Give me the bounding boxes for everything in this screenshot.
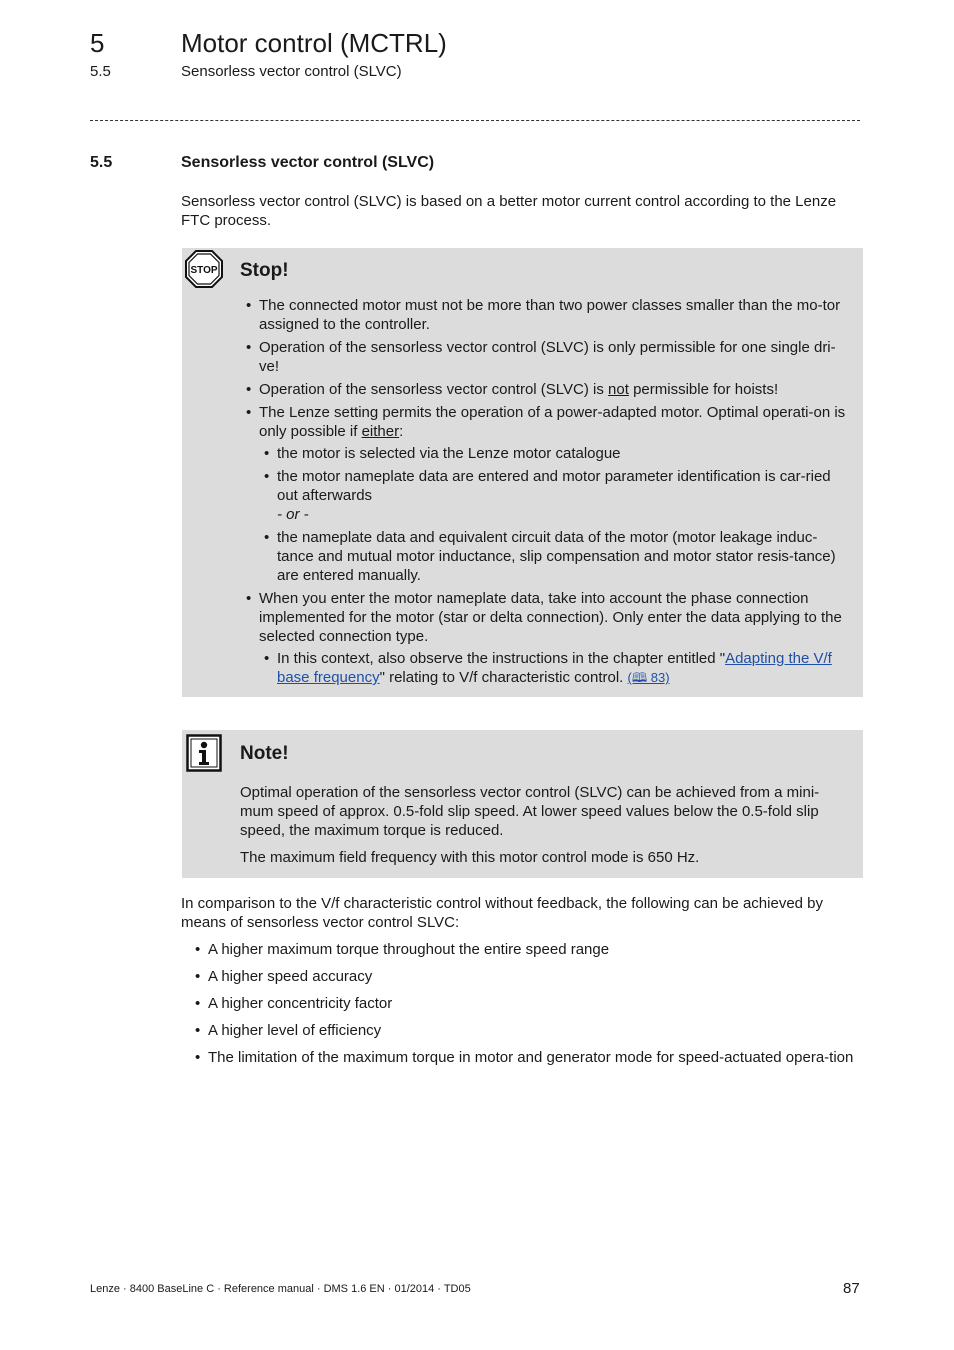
header-section-title: Sensorless vector control (SLVC) — [181, 63, 402, 80]
emphasis-not: not — [608, 381, 629, 398]
stop-heading: Stop! — [240, 260, 289, 281]
list-item: • A higher level of efficiency — [208, 1021, 863, 1040]
stop-box — [182, 248, 863, 697]
section-number: 5.5 — [90, 154, 113, 171]
chapter-number: 5 — [90, 28, 105, 58]
list-item: • When you enter the motor nameplate data, take into account the phase connection implemented for the motor (star or delta connection). Only enter the data applying to the selected connection type. • In this context, also observe the instructions in the chapter entitled "Adapting the V/f base frequency" relating to V/f characteristic control. (🕮 83) — [259, 589, 849, 687]
adapting-vf-base-frequency-link[interactable]: Adapting the V/f base frequency — [277, 650, 832, 686]
list-item: • In this context, also observe the instructions in the chapter entitled "Adapting the V/f base frequency" relating to V/f characteristic control. (🕮 83) — [277, 649, 849, 687]
section-intro: Sensorless vector control (SLVC) is based on a better motor current control according to the Lenze FTC process. — [181, 193, 837, 229]
page-number: 87 — [843, 1280, 860, 1297]
stop-list — [259, 296, 849, 691]
emphasis-either: either — [361, 423, 400, 440]
note-text — [240, 783, 846, 875]
advantages-list — [208, 940, 863, 1075]
list-item: • The limitation of the maximum torque in motor and generator mode for speed-actuated opera-tion — [208, 1048, 863, 1067]
note-heading: Note! — [240, 743, 289, 764]
note-paragraph: The maximum field frequency with this motor control mode is 650 Hz. — [240, 849, 700, 866]
list-item: • the motor is selected via the Lenze motor catalogue — [277, 444, 849, 463]
page-reference-link[interactable]: (🕮 83) — [627, 670, 670, 685]
list-item: • the motor nameplate data are entered and motor parameter identification is car-ried out afterwards - or - — [277, 467, 849, 524]
stop-sign-icon — [185, 250, 223, 288]
info-icon — [186, 734, 222, 772]
list-item: • A higher speed accuracy — [208, 967, 863, 986]
sub-list — [259, 649, 849, 687]
list-item: • The Lenze setting permits the operation of a power-adapted motor. Optimal operati-on is only possible if either: • the motor is selected via the Lenze motor catalogue • the motor nameplate data are entered and motor parameter identification is car-ried out afterwards - or - • the nameplate data and equivalent circuit data of the motor (motor leakage induc-tance and mutual motor inductance, slip compensation and motor stator resis-tance) are entered manually. — [259, 403, 849, 585]
chapter-title: Motor control (MCTRL) — [181, 28, 447, 58]
sub-list — [259, 444, 849, 585]
list-item: • the nameplate data and equivalent circuit data of the motor (motor leakage induc-tance and mutual motor inductance, slip compensation and motor stator resis-tance) are entered manually. — [277, 528, 849, 585]
note-box — [182, 730, 863, 878]
list-item: • Operation of the sensorless vector control (SLVC) is not permissible for hoists! — [259, 380, 849, 399]
header-divider — [90, 120, 860, 121]
header-section-number: 5.5 — [90, 63, 111, 80]
list-item: • The connected motor must not be more than two power classes smaller than the mo-tor assigned to the controller. — [259, 296, 849, 334]
section-title: Sensorless vector control (SLVC) — [181, 154, 435, 171]
list-item: • A higher concentricity factor — [208, 994, 863, 1013]
comparison-intro: In comparison to the V/f characteristic control without feedback, the following can be achieved by means of sensorless vector control SLVC: — [181, 895, 824, 931]
stop-sign-label: STOP — [190, 265, 218, 276]
or-separator: - or - — [277, 506, 309, 523]
list-item: • A higher maximum torque throughout the entire speed range — [208, 940, 863, 959]
footer-text: Lenze · 8400 BaseLine C · Reference manual · DMS 1.6 EN · 01/2014 · TD05 — [90, 1283, 471, 1295]
note-paragraph: Optimal operation of the sensorless vector control (SLVC) can be achieved from a mini-mum speed of approx. 0.5-fold slip speed. At lower speed values below the 0.5-fold slip speed, the maximum torque is reduced. — [240, 784, 820, 839]
list-item: • Operation of the sensorless vector control (SLVC) is only permissible for one single dri-ve! — [259, 338, 849, 376]
